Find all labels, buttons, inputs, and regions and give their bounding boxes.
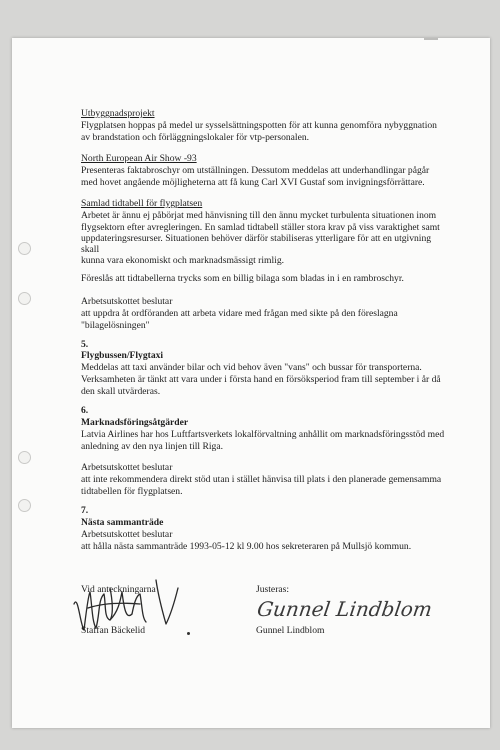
section-number: 5.: [81, 339, 89, 350]
section-heading: Utbyggnadsprojekt: [81, 108, 155, 119]
decision-line: att uppdra åt ordföranden att arbeta vidare med frågan med sikte på den föreslagna: [81, 308, 398, 319]
text-line: skall: [81, 244, 100, 255]
text-line: med hovet angående möjligheterna att få kung Carl XVI Gustaf som invigningsförrättare.: [81, 177, 425, 188]
signature-right-name: Gunnel Lindblom: [256, 625, 325, 636]
text-line: av brandstation och förläggningslokaler för vtp-personalen.: [81, 132, 310, 143]
section-number: 6.: [81, 405, 89, 416]
decision-line: tidtabellen för flygplatsen.: [81, 486, 183, 497]
decision-line: att inte rekommendera direkt stöd utan i stället hänvisa till plats i den planerade gemensamma: [81, 474, 442, 485]
decision-label: Arbetsutskottet beslutar: [81, 529, 173, 540]
text-line: anledning av den nya linjen till Riga.: [81, 441, 224, 452]
svg-text:Gunnel Lindblom: Gunnel Lindblom: [255, 597, 434, 621]
text-line: Meddelas att taxi använder bilar och vid behov även "vans" och bussar för transporterna.: [81, 362, 422, 373]
punch-hole: [18, 242, 31, 255]
decision-line: "bilagelösningen": [81, 320, 150, 331]
text-line: Verksamheten är tänkt att vara under i första hand en försöksperiod fram till september i år då: [81, 374, 441, 385]
punch-hole: [18, 499, 31, 512]
text-line: Flygplatsen hoppas på medel ur sysselsättningspotten för att kunna genomföra nybyggnation: [81, 120, 437, 131]
signature-left-label: Vid anteckningarna: [81, 584, 156, 595]
decision-line: att hålla nästa sammanträde 1993-05-12 kl 9.00 hos sekreteraren på Mullsjö kommun.: [81, 541, 412, 552]
decision-label: Arbetsutskottet beslutar: [81, 462, 173, 473]
section-title: Nästa sammanträde: [81, 517, 164, 528]
section-heading: North European Air Show -93: [81, 153, 197, 164]
section-title: Flygbussen/Flygtaxi: [81, 350, 164, 361]
text-line: uppdateringsresurser. Situationen behöver därför stabiliseras ytterligare för att en utgivning: [81, 233, 432, 244]
signature-left-name: Staffan Bäckelid: [81, 625, 146, 636]
section-heading: Samlad tidtabell för flygplatsen: [81, 198, 203, 209]
decision-label: Arbetsutskottet beslutar: [81, 296, 173, 307]
text-line: den skall utvärderas.: [81, 386, 161, 397]
punch-hole: [18, 292, 31, 305]
section-title: Marknadsföringsåtgärder: [81, 417, 189, 428]
text-line: kunna vara ekonomiskt och marknadsmässigt rimlig.: [81, 255, 285, 266]
text-line: Latvia Airlines har hos Luftfartsverkets lokalförvaltning anhållit om marknadsföringsstöd med: [81, 429, 445, 440]
text-line: Presenteras faktabroschyr om utställningen. Dessutom meddelas att underhandlingar pågår: [81, 165, 430, 176]
section-number: 7.: [81, 505, 89, 516]
text-line: Föreslås att tidtabellerna trycks som en billig bilaga som bladas in i en rambroschyr.: [81, 273, 404, 284]
punch-hole: [18, 451, 31, 464]
text-line: flygsektorn efter avregleringen. En samlad tidtabell ställer stora krav på viss varaktighet samt: [81, 222, 440, 233]
handwritten-signature-right: [255, 590, 434, 624]
text-line: Arbetet är ännu ej påbörjat med hänvisning till den ännu mycket turbulenta situationen inom: [81, 210, 437, 221]
page-mark: [424, 38, 438, 40]
signature-right-label: Justeras:: [256, 584, 290, 595]
